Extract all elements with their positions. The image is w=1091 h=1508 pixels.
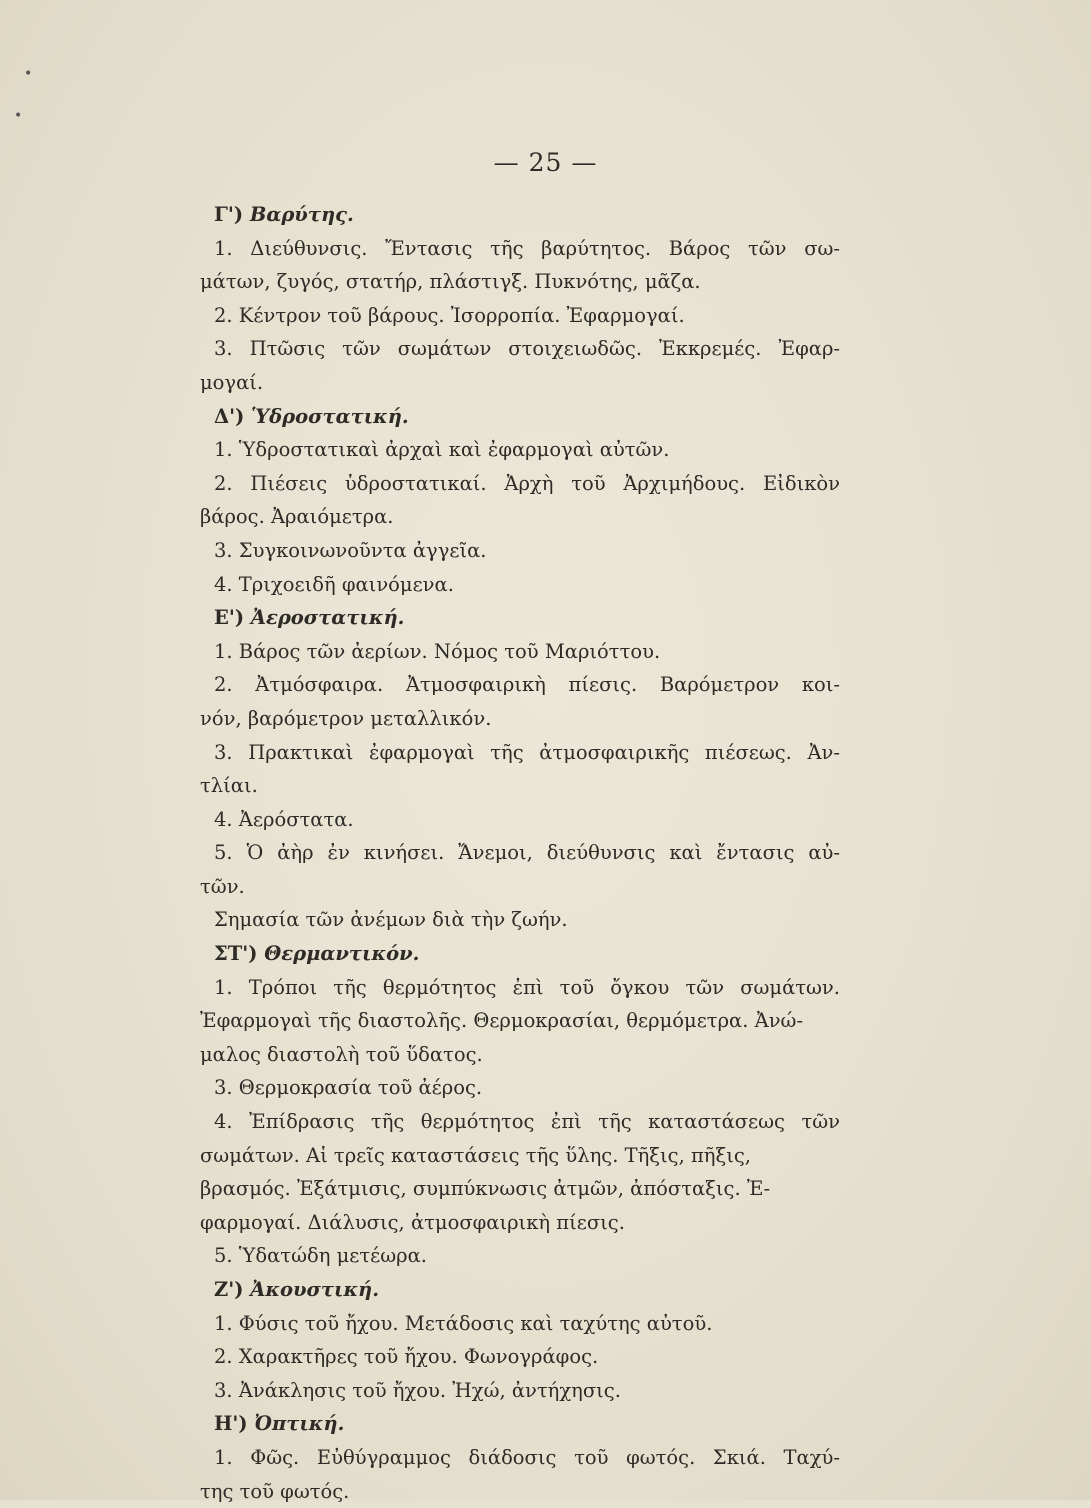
text-line: βρασμός. Ἐξάτμισις, συμπύκνωσις ἀτμῶν, ἀπόσταξις. Ἐ- [200,1177,771,1201]
margin-mark: • [24,66,33,82]
margin-mark: • [14,108,23,124]
text-line: 3. Πρακτικαὶ ἐφαρμογαὶ τῆς ἀτμοσφαιρικῆς πιέσεως. Ἀν- [214,740,840,764]
text-line: 3. Συγκοινωνοῦντα ἀγγεῖα. [214,538,487,562]
text-line: σωμάτων. Αἱ τρεῖς καταστάσεις τῆς ὕλης. Τῆξις, πῆξις, [200,1143,751,1167]
section-heading [200,1273,840,1307]
section-heading [200,198,840,232]
section-heading [200,601,840,635]
text-line: 3. Ἀνάκλησις τοῦ ἤχου. Ἠχώ, ἀντήχησις. [214,1378,621,1402]
text-line: 4. Τριχοειδῆ φαινόμενα. [214,572,454,596]
text-line: νόν, βαρόμετρον μεταλλικόν. [200,706,492,730]
page-number: — 25 — [493,148,598,177]
text-line: μαλος διαστολὴ τοῦ ὕδατος. [200,1042,483,1066]
text-line: τλίαι. [200,774,258,798]
section-number: Δ') [214,404,245,428]
section-title: Θερμαντικόν. [257,942,420,966]
text-line: 1. Βάρος τῶν ἀερίων. Νόμος τοῦ Μαριόττου. [214,639,661,663]
section-title: Ὀπτική. [247,1412,345,1436]
text-line: 5. Ὑδατώδη μετέωρα. [214,1244,428,1268]
section-number: Ε') [214,606,245,630]
section-number: Ζ') [214,1278,244,1301]
text-line: Ἐφαρμογαὶ τῆς διαστολῆς. Θερμοκρασίαι, θερμόμετρα. Ἀνώ- [200,1009,804,1033]
text-line: 1. Διεύθυνσις. Ἔντασις τῆς βαρύτητος. Βάρος τῶν σω- [214,236,840,260]
text-line: 4. Ἐπίδρασις τῆς θερμότητος ἐπὶ τῆς καταστάσεως τῶν [214,1110,840,1134]
text-line: μάτων, ζυγός, στατήρ, πλάστιγξ. Πυκνότης, μᾶζα. [200,270,701,294]
section-heading [200,400,840,434]
text-line: 4. Ἀερόστατα. [214,807,354,831]
text-line: 5. Ὁ ἀὴρ ἐν κινήσει. Ἄνεμοι, διεύθυνσις καὶ ἔντασις αὐ- [214,841,840,865]
text-line: 2. Χαρακτῆρες τοῦ ἤχου. Φωνογράφος. [214,1345,599,1369]
text-line: 1. Φύσις τοῦ ἤχου. Μετάδοσις καὶ ταχύτης αὐτοῦ. [214,1311,713,1335]
text-line: 1. Τρόποι τῆς θερμότητος ἐπὶ τοῦ ὄγκου τῶν σωμάτων. [214,975,840,999]
text-line: 2. Πιέσεις ὑδροστατικαί. Ἀρχὴ τοῦ Ἀρχιμήδους. Εἰδικὸν [214,471,840,495]
section-number: ΣΤ') [214,942,258,966]
section-title: Ὑδροστατική. [244,404,409,428]
section-heading [200,937,840,971]
text-line: μογαί. [200,370,264,394]
text-line: Σημασία τῶν ἀνέμων διὰ τὴν ζωήν. [214,908,568,932]
section-heading [200,1407,840,1441]
text-line: της τοῦ φωτός. [200,1479,350,1503]
section-title: Ἀκουστική. [243,1278,380,1301]
text-line: τῶν. [200,874,245,898]
text-line: 3. Πτῶσις τῶν σωμάτων στοιχειωδῶς. Ἐκκρεμές. Ἐφαρ- [214,337,840,361]
text-line: φαρμογαί. Διάλυσις, ἀτμοσφαιρικὴ πίεσις. [200,1210,625,1234]
section-number: Γ') [214,203,244,226]
section-number: Η') [214,1412,248,1436]
section-title: Βαρύτης. [243,203,354,226]
text-line: 2. Ἀτμόσφαιρα. Ἀτμοσφαιρικὴ πίεσις. Βαρόμετρον κοι- [214,673,840,697]
text-line: 1. Ὑδροστατικαὶ ἀρχαὶ καὶ ἐφαρμογαὶ αὐτῶν. [214,438,670,462]
section-title: Ἀεροστατική. [244,606,405,630]
syllabus-text [200,198,840,1508]
text-line: 1. Φῶς. Εὐθύγραμμος διάδοσις τοῦ φωτός. Σκιά. Ταχύ- [214,1445,840,1469]
text-line: 3. Θερμοκρασία τοῦ ἀέρος. [214,1076,483,1100]
text-line: βάρος. Ἀραιόμετρα. [200,505,394,529]
text-line: 2. Κέντρον τοῦ βάρους. Ἰσορροπία. Ἐφαρμογαί. [214,303,685,327]
